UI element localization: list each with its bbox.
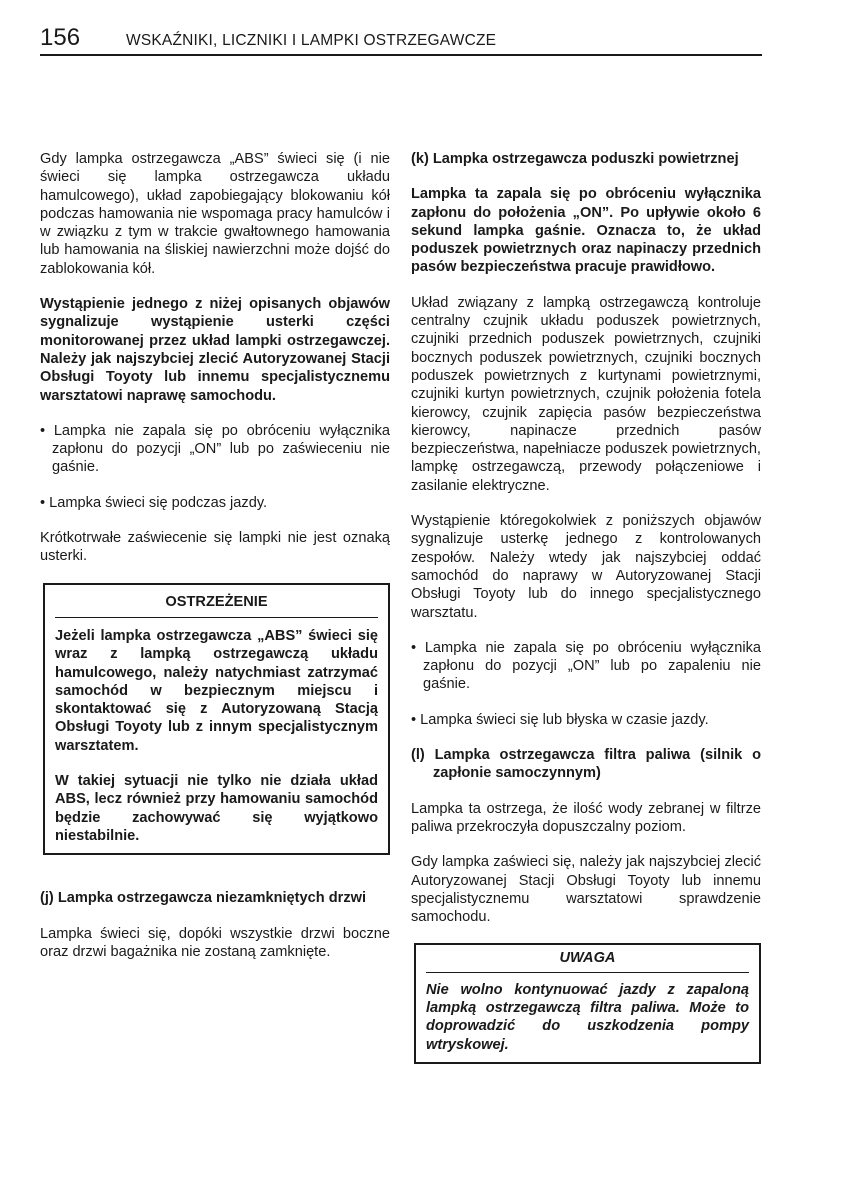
abs-fault-paragraph: Wystąpienie jednego z niżej opisanych objawów sygnalizuje wystąpienie usterki części monitorowanej przez układ lampki ostrzegawczej. Należy jak najszybciej zlecić Autoryzowanej Stacji Obsługi Toyoty lub innemu specjalistycznemu warsztatowi naprawę samochodu. bbox=[40, 296, 390, 404]
abs-short-paragraph: Krótkotrwałe zaświecenie się lampki nie jest oznaką usterki. bbox=[40, 530, 390, 565]
fuel-filter-action-paragraph: Gdy lampka zaświeci się, należy jak najszybciej zlecić Autoryzowanej Stacji Obsługi Toyoty lub innemu specjalistycznemu warsztatowi sprawdzenie samochodu. bbox=[411, 854, 761, 926]
abs-bullet-2: • Lampka świeci się podczas jazdy. bbox=[40, 494, 268, 511]
door-paragraph: Lampka świeci się, dopóki wszystkie drzwi boczne oraz drzwi bagażnika nie zostaną zamknięte. bbox=[40, 925, 390, 960]
warning-text-2: W takiej sytuacji nie tylko nie działa układ ABS, lecz również przy hamowaniu samochód będzie zachowywać się wyjątkowo niestabilnie. bbox=[55, 773, 378, 844]
fuel-filter-paragraph: Lampka ta ostrzega, że ilość wody zebranej w filtrze paliwa przekroczyła dopuszczalny poziom. bbox=[411, 800, 761, 835]
section-k-heading: (k) Lampka ostrzegawcza poduszki powietrznej bbox=[411, 151, 739, 167]
airbag-bullet-2: • Lampka świeci się lub błyska w czasie jazdy. bbox=[411, 711, 709, 728]
page-title: WSKAŹNIKI, LICZNIKI I LAMPKI OSTRZEGAWCZE bbox=[126, 32, 497, 49]
airbag-fault-paragraph: Wystąpienie któregokolwiek z poniższych objawów sygnalizuje usterkę jednego z kontrolowanych zespołów. Należy wtedy jak najszybciej oddać samochód do naprawy w Autoryzowanej Stacji Obsługi Toyoty lub do innego specjalistycznego warsztatu. bbox=[411, 513, 761, 621]
warning-title: OSTRZEŻENIE bbox=[55, 591, 378, 618]
warning-text-1: Jeżeli lampka ostrzegawcza „ABS” świeci się wraz z lampką ostrzegawczą układu hamulcowego, należy natychmiast zatrzymać samochód w bezpiecznym miejscu i skontaktować się z Autoryzowaną Stacją Obsługi Toyoty lub z innym specjalistycznym warsztatem. bbox=[55, 627, 378, 754]
warning-box bbox=[43, 583, 390, 856]
abs-paragraph: Gdy lampka ostrzegawcza „ABS” świeci się (i nie świeci się lampka ostrzegawcza układu hamulcowego), układ zapobiegający blokowaniu kół podczas hamowania nie wspomaga pracy hamulców i w związku z tym w trakcie gwałtownego hamowania lub hamowania na śliskiej nawierzchni może dojść do zablokowania kół. bbox=[40, 151, 390, 277]
airbag-bullet-1: • Lampka nie zapala się po obróceniu wyłącznika zapłonu do pozycji „ON” lub po zapaleniu nie gaśnie. bbox=[411, 639, 761, 693]
airbag-system-paragraph: Układ związany z lampką ostrzegawczą kontroluje centralny czujnik układu poduszek powietrznych, czujniki przednich poduszek powietrznych, czujniki bocznych poduszek powietrznych, czujniki bocznych poduszek powietrznych z kurtynami powietrznymi, czujniki kurtyn powietrznych, czujnik położenia fotela kierowcy, czujnik zapięcia pasów bezpieczeństwa kierowcy, napinacze przednich pasów bezpieczeństwa, napełniacze poduszek powietrznych, lampkę ostrzegawczą, przewody połączeniowe i zasilanie elektryczne. bbox=[411, 294, 761, 494]
note-text: Nie wolno kontynuować jazdy z zapaloną lampką ostrzegawczą filtra paliwa. Może to doprowadzić do uszkodzenia pompy wtryskowej. bbox=[426, 981, 749, 1053]
left-column bbox=[40, 150, 390, 978]
note-box bbox=[414, 943, 761, 1063]
right-column bbox=[411, 150, 761, 1064]
abs-bullet-1: • Lampka nie zapala się po obróceniu wyłącznika zapłonu do pozycji „ON” lub po zaświeceniu nie gaśnie. bbox=[40, 422, 390, 476]
section-l-heading: (l) Lampka ostrzegawcza filtra paliwa (silnik o zapłonie samoczynnym) bbox=[411, 747, 761, 782]
section-j-heading: (j) Lampka ostrzegawcza niezamkniętych drzwi bbox=[40, 890, 367, 907]
page-number: 156 bbox=[40, 24, 81, 51]
airbag-intro-paragraph: Lampka ta zapala się po obróceniu wyłącznika zapłonu do położenia „ON”. Po upływie około 6 sekund lampka gaśnie. Oznacza to, że układ poduszek powietrznych oraz napinaczy przednich pasów bezpieczeństwa pracuje prawidłowo. bbox=[411, 186, 761, 276]
note-title: UWAGA bbox=[426, 949, 749, 972]
page-header bbox=[40, 26, 762, 56]
